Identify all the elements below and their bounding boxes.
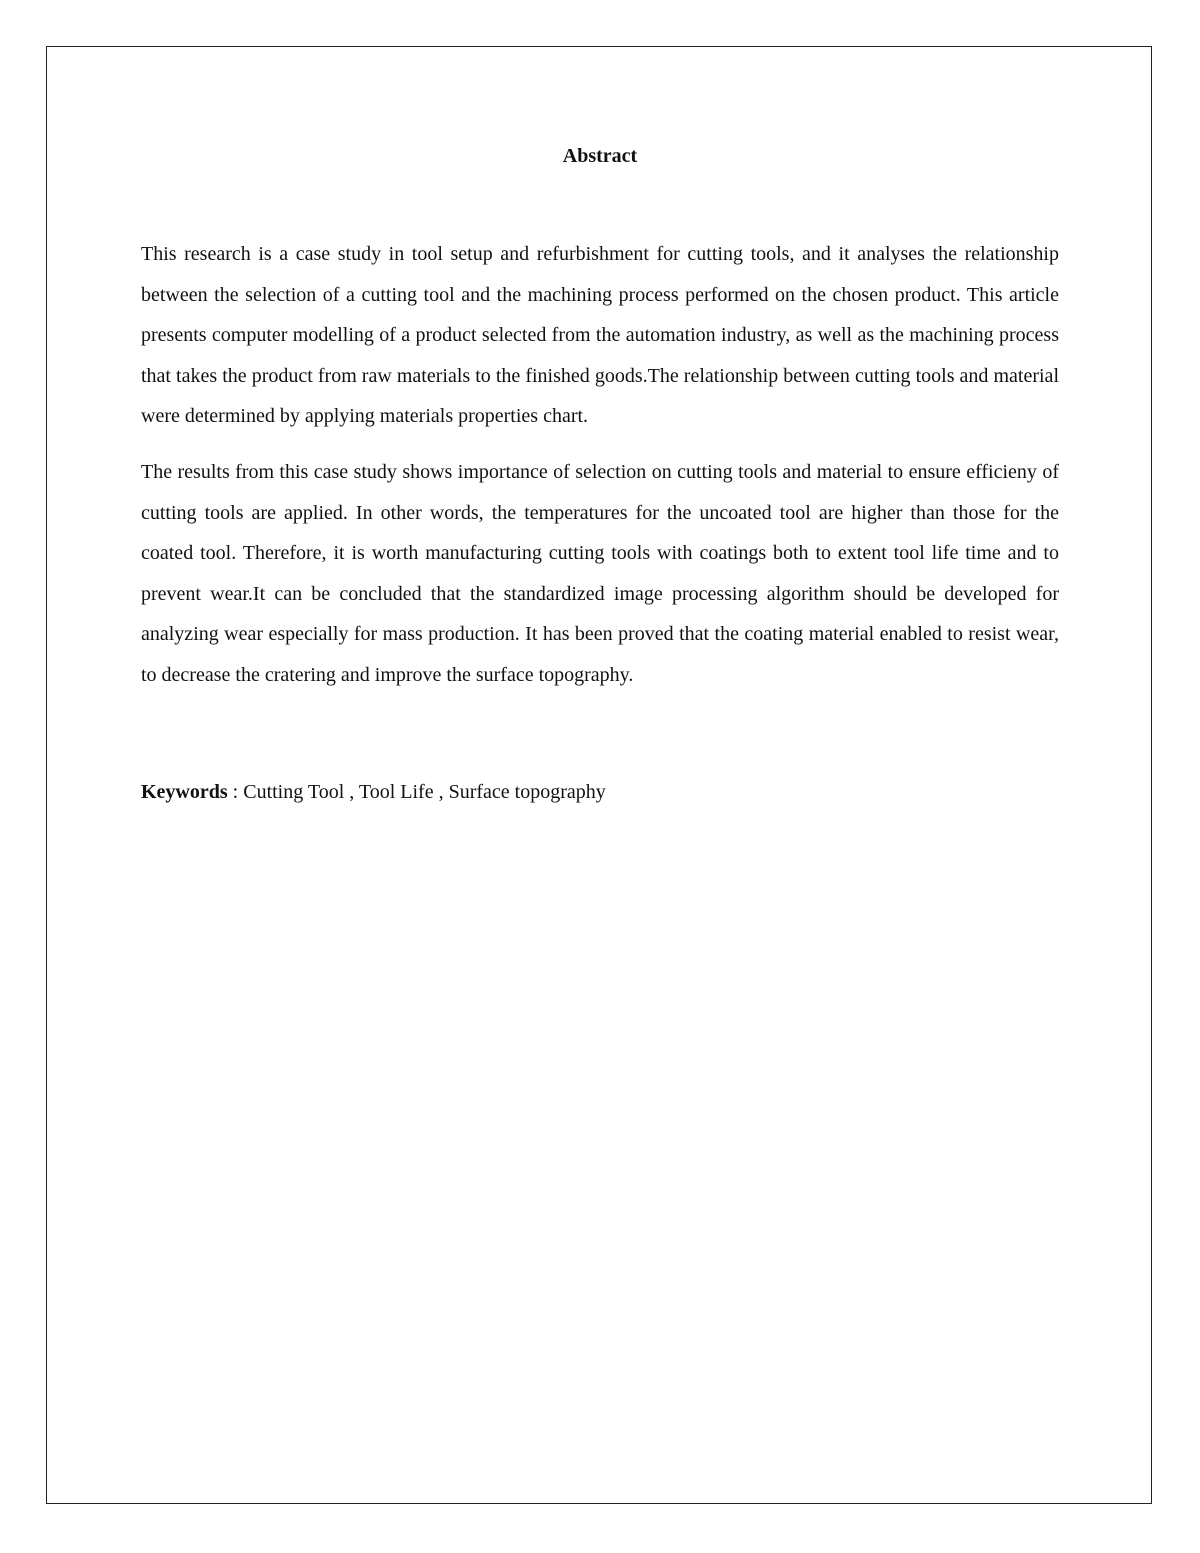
abstract-title: Abstract <box>562 145 638 167</box>
abstract-paragraph-2: The results from this case study shows importance of selection on cutting tools and material to ensure efficieny of cutting tools are applied. In other words, the temperatures for the uncoated tool are higher than those for the coated tool. Therefore, it is worth manufacturing cutting tools with coatings both to extent tool life time and to prevent wear.It can be concluded that the standardized image processing algorithm should be developed for analyzing wear especially for mass production. It has been proved that the coating material enabled to resist wear, to decrease the cratering and improve the surface topography. <box>141 460 1059 686</box>
keywords-label: Keywords <box>141 780 228 803</box>
keywords-line <box>141 776 1059 808</box>
abstract-paragraph-1: This research is a case study in tool setup and refurbishment for cutting tools, and it analyses the relationship between the selection of a cutting tool and the machining process performed on the chosen product. This article presents computer modelling of a product selected from the automation industry, as well as the machining process that takes the product from raw materials to the finished goods.The relationship between cutting tools and material were determined by applying materials properties chart. <box>141 243 1059 428</box>
keywords-text: : Cutting Tool , Tool Life , Surface topography <box>227 780 606 803</box>
document-content <box>141 140 1059 808</box>
